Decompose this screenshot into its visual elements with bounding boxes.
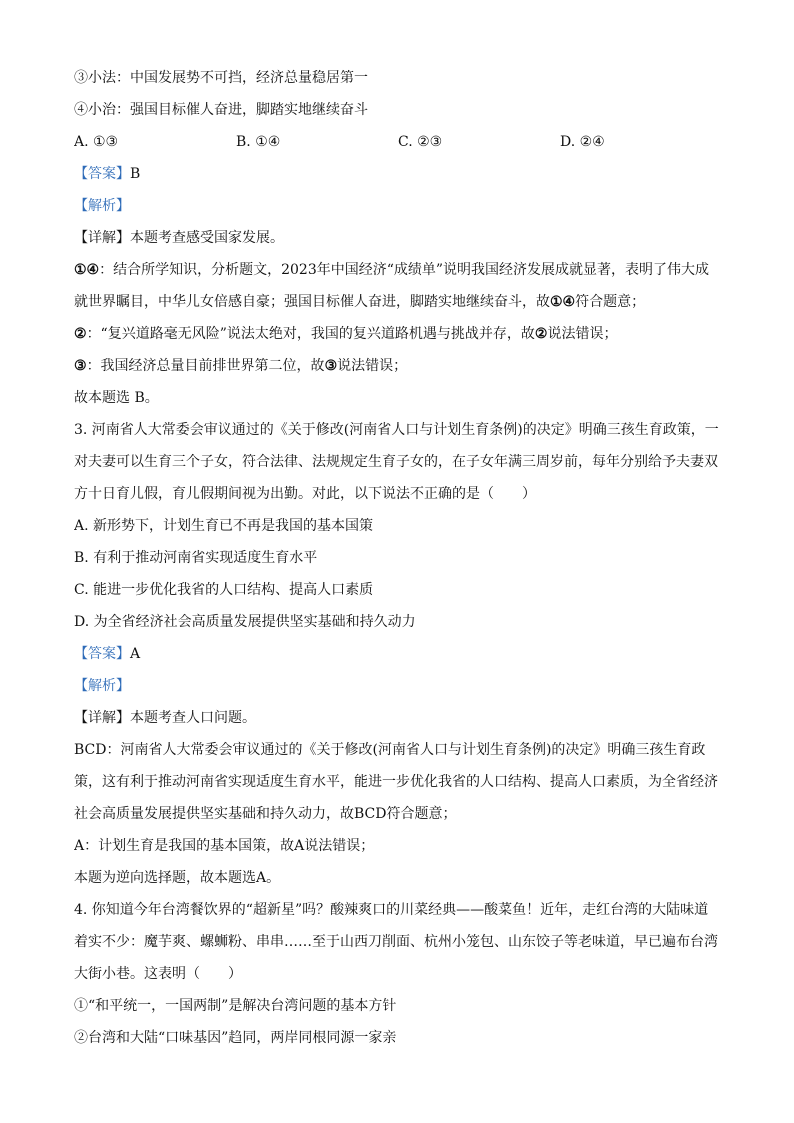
detail-text: 本题考查感受国家发展。 <box>130 230 284 246</box>
explanation-text: ：我国经济总量目前排世界第二位，故 <box>86 358 325 374</box>
q3-stem-line: 3. 河南省人大常委会审议通过的《关于修改(河南省人口与计划生育条例)的决定》明确三孩生育政策，一 <box>74 422 719 438</box>
explanation-text: 说法错误； <box>337 358 408 374</box>
q2-explanation-3 <box>74 350 722 382</box>
q3-stem-line: 对夫妻可以生育三个子女，符合法律、法规规定生育子女的，在子女年满三周岁前，每年分别给予夫妻双 <box>74 454 718 470</box>
ref-label: ② <box>534 326 548 342</box>
q4-stem-line: 大街小巷。这表明（ ） <box>74 966 242 982</box>
q2-option-4: ④小治：强国目标催人奋进，脚踏实地继续奋斗 <box>74 102 368 118</box>
q3-analysis-tag: 【解析】 <box>74 678 130 694</box>
q2-choices <box>74 126 722 158</box>
q2-choice-d: D. ②④ <box>560 134 605 150</box>
q4-option-2: ②台湾和大陆“口味基因”趋同，两岸同根同源一家亲 <box>74 1030 397 1046</box>
q2-detail <box>74 222 722 254</box>
q3-explanation-line: 社会高质量发展提供坚实基础和持久动力，故BCD符合题意； <box>74 806 457 822</box>
q2-explanation-1-cont <box>74 286 722 318</box>
answer-value: A <box>130 646 141 662</box>
ref-label: ② <box>74 326 87 342</box>
q4-stem-line: 着实不少：魔芋爽、螺蛳粉、串串……至于山西刀削面、杭州小笼包、山东饺子等老味道，早已遍布台湾 <box>74 934 718 950</box>
detail-tag: 【详解】 <box>74 230 130 246</box>
q3-explanation-line: BCD：河南省人大常委会审议通过的《关于修改(河南省人口与计划生育条例)的决定》明确三孩生育政 <box>74 742 706 758</box>
q3-answer <box>74 638 722 670</box>
answer-tag: 【答案】 <box>74 646 130 662</box>
q2-analysis-tag: 【解析】 <box>74 198 130 214</box>
q2-choice-b: B. ①④ <box>236 134 281 150</box>
explanation-text: 就世界瞩目，中华儿女倍感自豪；强国目标催人奋进，脚踏实地继续奋斗，故 <box>74 294 550 310</box>
q2-conclusion: 故本题选 B。 <box>74 390 159 406</box>
q4-option-1: ①“和平统一，一国两制”是解决台湾问题的基本方针 <box>74 998 397 1014</box>
q2-explanation-2 <box>74 318 722 350</box>
q3-conclusion: 本题为逆向选择题，故本题选A。 <box>74 870 281 886</box>
detail-text: 本题考查人口问题。 <box>130 710 256 726</box>
ref-label: ③ <box>74 358 87 374</box>
ref-label: ①④ <box>550 294 576 310</box>
page-content <box>74 62 722 1054</box>
explanation-text: ：“复兴道路毫无风险”说法太绝对，我国的复兴道路机遇与挑战并存，故 <box>86 326 535 342</box>
q3-option-b: B. 有利于推动河南省实现适度生育水平 <box>74 550 318 566</box>
q3-explanation-line: 策，这有利于推动河南省实现适度生育水平，能进一步优化我省的人口结构、提高人口素质，为全省经济 <box>74 774 718 790</box>
detail-tag: 【详解】 <box>74 710 130 726</box>
q2-answer <box>74 158 722 190</box>
q4-stem-line: 4. 你知道今年台湾餐饮界的“超新星”吗？酸辣爽口的川菜经典——酸菜鱼！近年，走红台湾的大陆味道 <box>74 902 709 918</box>
q3-option-a: A. 新形势下，计划生育已不再是我国的基本国策 <box>74 518 374 534</box>
answer-tag: 【答案】 <box>74 166 130 182</box>
q2-explanation-1 <box>74 254 722 286</box>
q3-option-d: D. 为全省经济社会高质量发展提供坚实基础和持久动力 <box>74 614 416 630</box>
q3-detail <box>74 702 722 734</box>
explanation-text: 符合题意； <box>575 294 646 310</box>
answer-value: B <box>130 166 141 182</box>
q3-explanation-line: A：计划生育是我国的基本国策，故A说法错误； <box>74 838 375 854</box>
q3-option-c: C. 能进一步优化我省的人口结构、提高人口素质 <box>74 582 374 598</box>
ref-label: ①④ <box>74 262 100 278</box>
q2-choice-a: A. ①③ <box>74 134 119 150</box>
q2-choice-c: C. ②③ <box>398 134 443 150</box>
ref-label: ③ <box>324 358 338 374</box>
q2-option-3: ③小法：中国发展势不可挡，经济总量稳居第一 <box>74 70 368 86</box>
q3-stem-line: 方十日育儿假，育儿假期间视为出勤。对此，以下说法不正确的是（ ） <box>74 486 536 502</box>
explanation-text: 说法错误； <box>547 326 618 342</box>
explanation-text: ：结合所学知识，分析题文，2023年中国经济“成绩单”说明我国经济发展成就显著，表明了伟大成 <box>99 262 710 278</box>
